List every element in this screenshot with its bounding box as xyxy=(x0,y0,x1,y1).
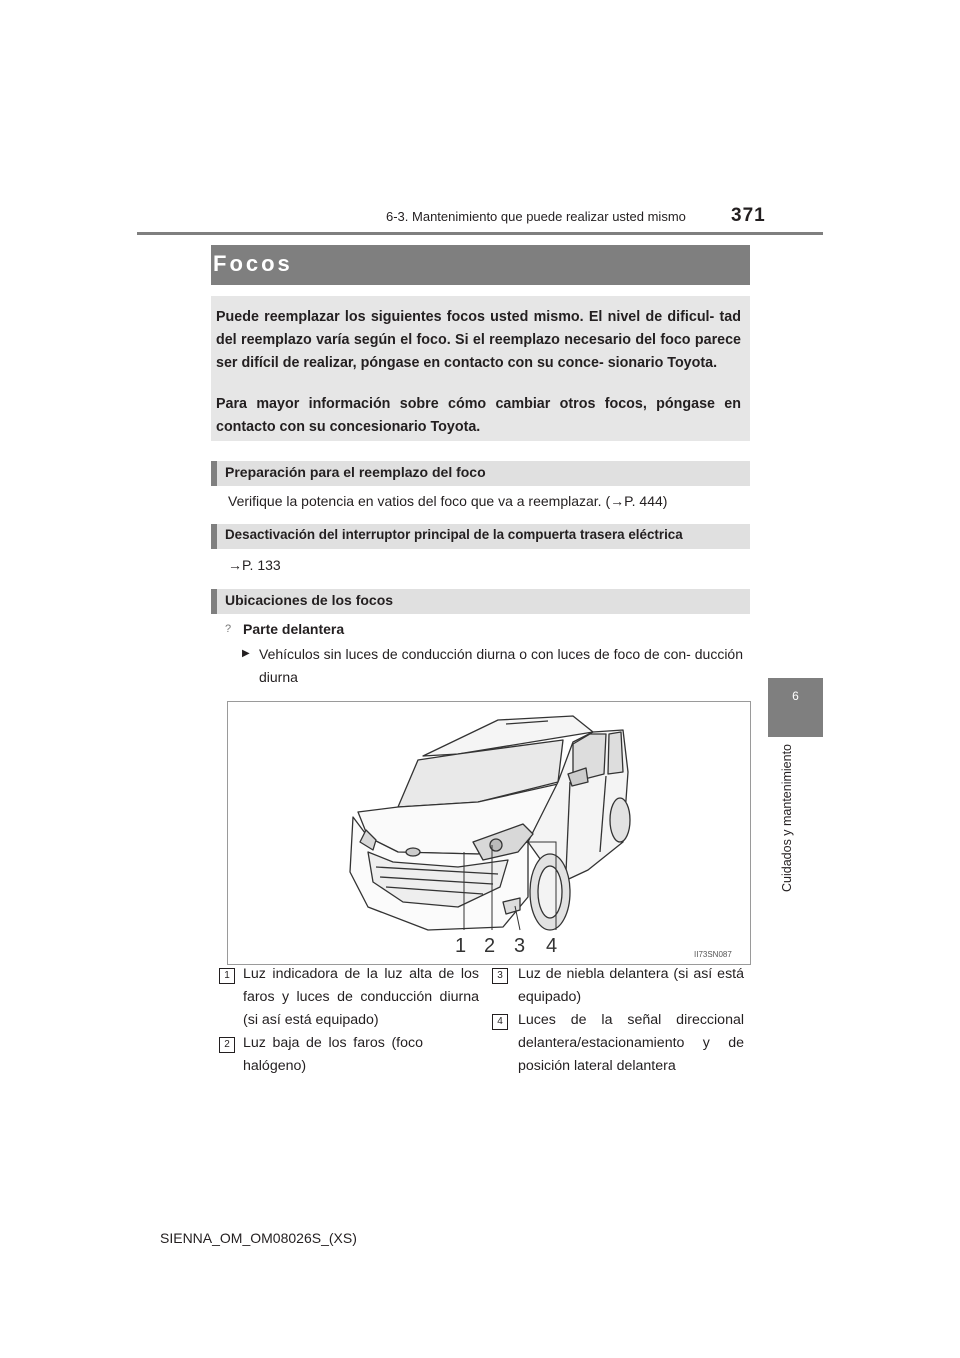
legend-number-1: 1 xyxy=(219,968,235,984)
legend-number-4: 4 xyxy=(492,1014,508,1030)
callout-1: 1 xyxy=(455,935,467,957)
page-number: 371 xyxy=(731,205,766,226)
preparation-text: Verifique la potencia en vatios del foco que va a reemplazar. (→P. 444) xyxy=(228,493,668,509)
legend-text-3: Luz de niebla delantera (si así está equipado) xyxy=(518,966,744,1005)
page-title: Focos xyxy=(213,251,293,276)
subheading-marker xyxy=(211,589,217,614)
chapter-number: 6 xyxy=(792,689,799,703)
document-code: SIENNA_OM_OM08026S_(XS) xyxy=(160,1230,357,1246)
intro-paragraph-1: Puede reemplazar los siguientes focos usted mismo. El nivel de dificul- tad del reemplazo varía según el foco. Si el reemplazo necesario del foco parece ser difícil de realizar, póngase en contacto con su conce- sionario Toyota. xyxy=(216,309,741,371)
callout-4: 4 xyxy=(546,935,558,957)
legend-text-4: Luces de la señal direccional delantera/estacionamiento y de posición lateral delantera xyxy=(518,1012,744,1074)
legend-number-2: 2 xyxy=(219,1037,235,1053)
section-header: 6-3. Mantenimiento que puede realizar usted mismo xyxy=(386,209,686,224)
chapter-tab xyxy=(768,678,823,737)
front-label: Parte delantera xyxy=(243,621,345,637)
subheading-marker xyxy=(211,461,217,486)
figure-code: II73SN087 xyxy=(694,950,732,959)
chapter-title: Cuidados y mantenimiento xyxy=(780,744,794,892)
legend-number-3: 3 xyxy=(492,968,508,984)
tailgate-reference: →P. 133 xyxy=(228,557,281,573)
subheading-locations: Ubicaciones de los focos xyxy=(225,592,394,608)
vehicle-illustration xyxy=(228,702,750,964)
vehicle-figure xyxy=(227,701,751,965)
subheading-preparation: Preparación para el reemplazo del foco xyxy=(225,464,486,480)
intro-box xyxy=(211,296,750,441)
callout-3: 3 xyxy=(514,935,526,957)
intro-paragraph-2: Para mayor información sobre cómo cambiar otros focos, póngase en contacto con su concesionario Toyota. xyxy=(216,396,741,435)
subheading-bar-locations xyxy=(211,589,750,614)
header-rule xyxy=(137,232,823,235)
subheading-bar-tailgate xyxy=(211,524,750,549)
legend-text-2: Luz baja de los faros (foco halógeno) xyxy=(243,1035,423,1074)
question-marker: ? xyxy=(225,623,232,635)
front-bullet-text: Vehículos sin luces de conducción diurna o con luces de foco de con- ducción diurna xyxy=(259,646,743,685)
legend-text-1: Luz indicadora de la luz alta de los faros y luces de conducción diurna (si así está equipado) xyxy=(243,966,479,1028)
subheading-tailgate: Desactivación del interruptor principal de la compuerta trasera eléctrica xyxy=(225,527,683,542)
bullet-triangle-icon: ▶ xyxy=(242,648,250,659)
callout-2: 2 xyxy=(484,935,496,957)
subheading-bar-preparation xyxy=(211,461,750,486)
subheading-marker xyxy=(211,524,217,549)
